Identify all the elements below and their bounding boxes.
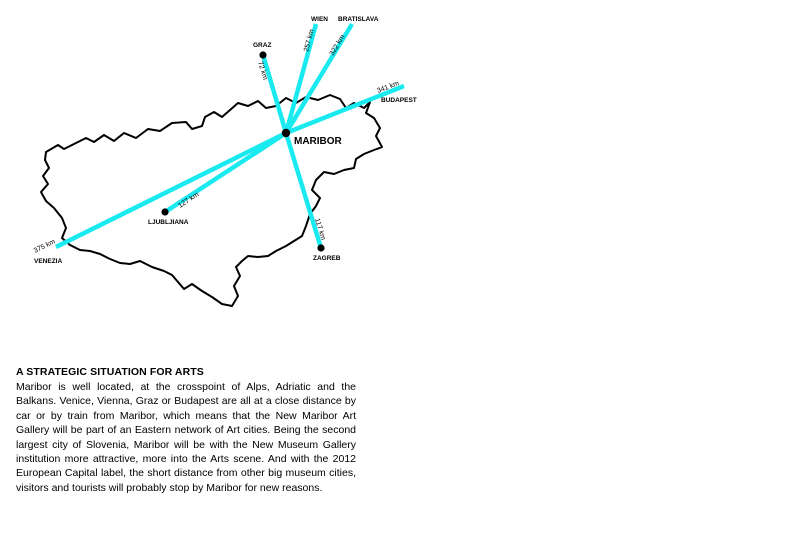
slovenia-outline (41, 95, 382, 306)
distance-label-graz: 72 km (256, 60, 269, 81)
distance-label-wien: 257 km (303, 28, 316, 53)
city-label-zagreb: ZAGREB (313, 255, 341, 262)
city-label-budapest: BUDAPEST (381, 97, 417, 104)
route-line-graz (263, 55, 286, 133)
hub-dot-maribor (282, 129, 290, 137)
distance-label-zagreb: 117 km (313, 217, 327, 242)
city-label-bratislava: BRATISLAVA (338, 16, 379, 23)
city-dot-zagreb (317, 244, 324, 251)
article (16, 366, 356, 495)
distance-label-venezia: 375 km (32, 238, 57, 255)
hub-label-maribor: MARIBOR (294, 136, 342, 147)
distance-label-bratislava: 322 km (328, 33, 347, 58)
city-label-graz: GRAZ (253, 42, 272, 49)
article-body: Maribor is well located, at the crosspoint of Alps, Adriatic and the Balkans. Venice, Vienna, Graz or Budapest are all at a close distance by car or by train from Maribor, which means that the New Maribor Art Gallery will be part of an Eastern network of Art cities. Being the second largest city of Slovenia, Maribor will be with the New Museum Gallery institution more attractive, more into the Arts scene. And with the 2012 European Capital label, the short distance from other big museum cities, visitors and tourists will probably stop by Maribor for new reasons. (16, 381, 356, 494)
city-dot-ljubljana (161, 208, 168, 215)
route-lines (56, 24, 404, 248)
route-line-venezia (56, 133, 286, 247)
distance-label-ljubljana: 127 km (177, 191, 201, 210)
city-dot-graz (259, 51, 266, 58)
city-label-venezia: VENEZIA (34, 258, 63, 265)
distance-label-budapest: 341 km (376, 80, 401, 95)
article-title: A STRATEGIC SITUATION FOR ARTS (16, 366, 204, 378)
city-label-ljubljana: LJUBLJIANA (148, 219, 189, 226)
city-label-wien: WIEN (311, 16, 328, 23)
route-line-budapest (286, 86, 404, 133)
